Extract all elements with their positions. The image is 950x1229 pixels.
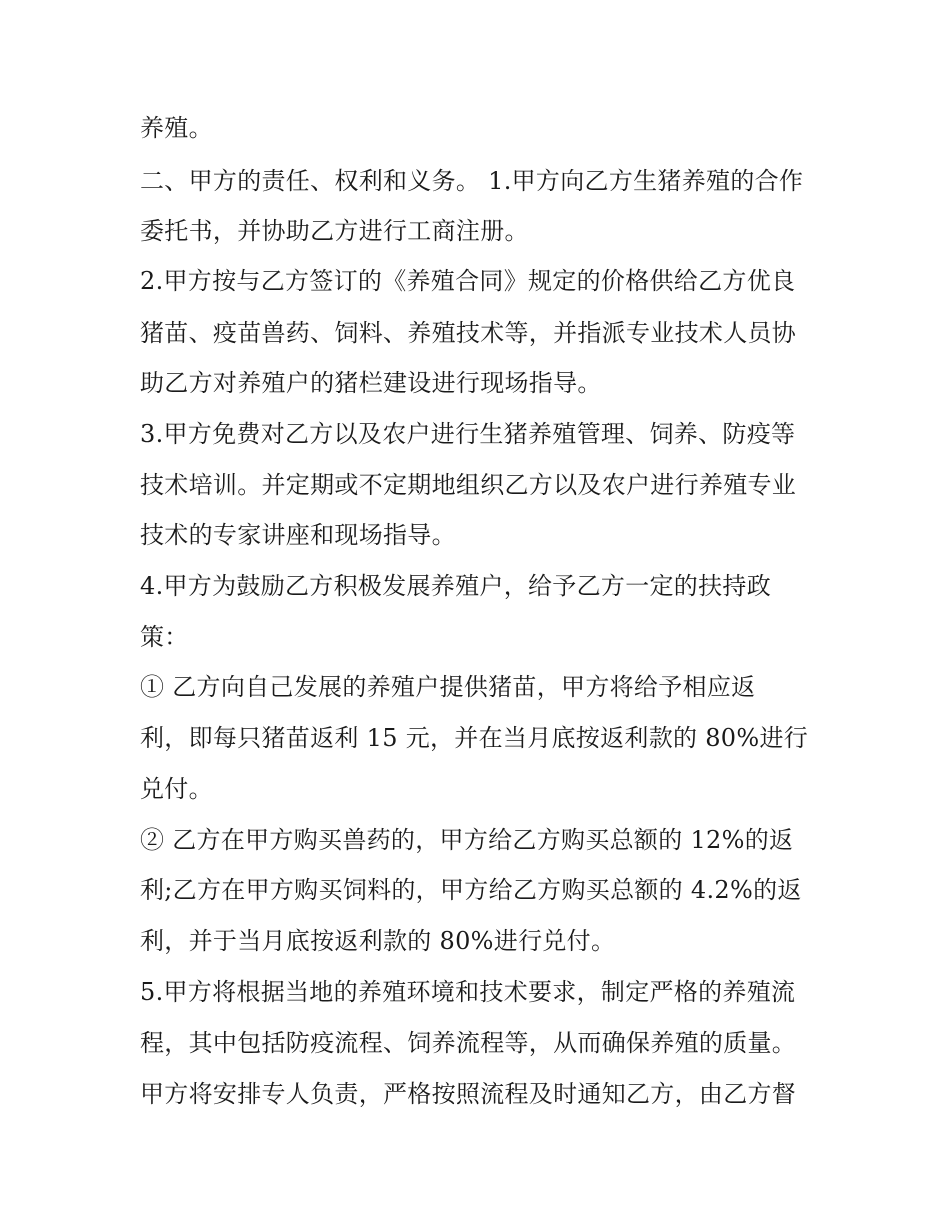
text-line: 猪苗、疫苗兽药、饲料、养殖技术等，并指派专业技术人员协 bbox=[140, 319, 797, 347]
text-line: 利;乙方在甲方购买饲料的，甲方给乙方购买总额的 4.2%的返 bbox=[140, 876, 802, 904]
text-line: 利，即每只猪苗返利 15 元，并在当月底按返利款的 80%进行 bbox=[140, 724, 809, 752]
text-line: 养殖。 bbox=[140, 114, 213, 142]
text-line: 委托书，并协助乙方进行工商注册。 bbox=[140, 217, 529, 245]
text-line: 策： bbox=[140, 623, 189, 651]
text-line: ② 乙方在甲方购买兽药的，甲方给乙方购买总额的 12%的返 bbox=[140, 826, 794, 854]
text-line: 兑付。 bbox=[140, 775, 213, 803]
text-line: 4.甲方为鼓励乙方积极发展养殖户，给予乙方一定的扶持政 bbox=[140, 572, 771, 600]
text-line: 3.甲方免费对乙方以及农户进行生猪养殖管理、饲养、防疫等 bbox=[140, 420, 796, 448]
text-line: 程，其中包括防疫流程、饲养流程等，从而确保养殖的质量。 bbox=[140, 1029, 797, 1057]
text-line: 技术培训。并定期或不定期地组织乙方以及农户进行养殖专业 bbox=[140, 471, 797, 499]
text-line: ① 乙方向自己发展的养殖户提供猪苗，甲方将给予相应返 bbox=[140, 673, 756, 701]
text-line: 技术的专家讲座和现场指导。 bbox=[140, 521, 456, 549]
text-line: 5.甲方将根据当地的养殖环境和技术要求，制定严格的养殖流 bbox=[140, 978, 796, 1006]
text-line: 甲方将安排专人负责，严格按照流程及时通知乙方，由乙方督 bbox=[140, 1080, 797, 1108]
text-line: 利，并于当月底按返利款的 80%进行兑付。 bbox=[140, 927, 616, 955]
text-line: 2.甲方按与乙方签订的《养殖合同》规定的价格供给乙方优良 bbox=[140, 267, 796, 295]
text-line: 二、甲方的责任、权利和义务。 1.甲方向乙方生猪养殖的合作 bbox=[140, 167, 804, 195]
text-line: 助乙方对养殖户的猪栏建设进行现场指导。 bbox=[140, 369, 602, 397]
